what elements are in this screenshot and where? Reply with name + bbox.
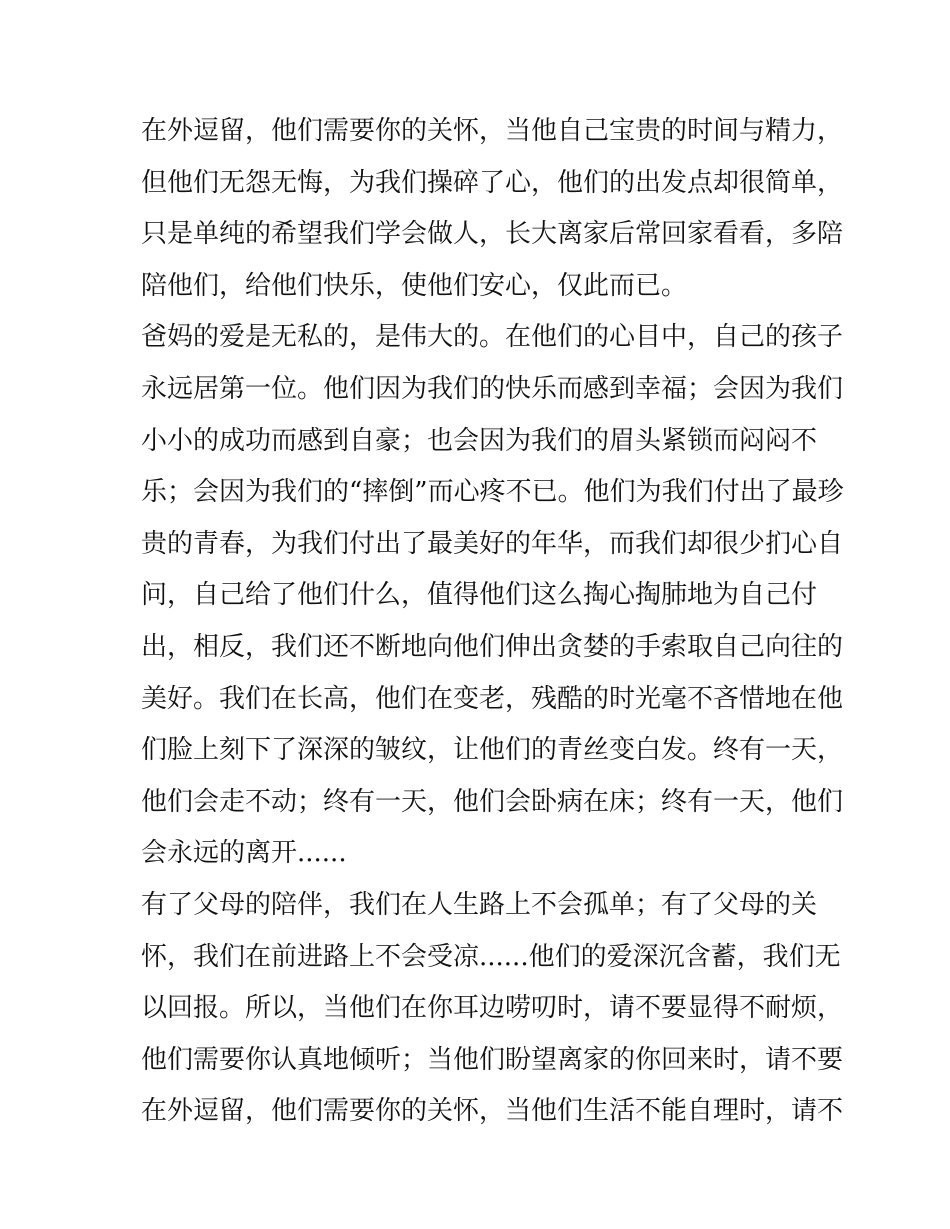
text-line: 贵的青春，为我们付出了最美好的年华，而我们却很少扪心自 [141,528,844,559]
text-line: 出，相反，我们还不断地向他们伸出贪婪的手索取自己向往的 [141,631,844,662]
text-line: 只是单纯的希望我们学会做人，长大离家后常回家看看，多陪 [141,219,844,250]
text-line: 问，自己给了他们什么，值得他们这么掏心掏肺地为自己付 [141,580,818,611]
text-line: 在外逗留，他们需要你的关怀，当他自己宝贵的时间与精力， [141,116,844,146]
text-line: 在外逗留，他们需要你的关怀，当他们生活不能自理时，请不 [141,1096,844,1127]
text-line: 怀，我们在前进路上不会受凉......他们的爱深沉含蓄，我们无 [141,941,841,972]
text-line: 小小的成功而感到自豪；也会因为我们的眉头紧锁而闷闷不 [141,425,818,456]
text-line: 以回报。所以，当他们在你耳边唠叨时，请不要显得不耐烦， [141,993,844,1024]
text-line: 们脸上刻下了深深的皱纹，让他们的青丝变白发。终有一天， [141,735,844,766]
text-line: 美好。我们在长高，他们在变老，残酷的时光毫不吝惜地在他 [141,683,844,714]
text-line: 爸妈的爱是无私的，是伟大的。在他们的心目中，自己的孩子 [141,322,844,353]
text-line: 他们需要你认真地倾听；当他们盼望离家的你回来时，请不要 [141,1044,844,1075]
text-line: 但他们无怨无悔，为我们操碎了心，他们的出发点却很简单， [141,167,844,198]
text-line: 他们会走不动；终有一天，他们会卧病在床；终有一天，他们 [141,786,844,817]
text-line: 乐；会因为我们的“摔倒”而心疼不已。他们为我们付出了最珍 [141,477,844,508]
text-line: 有了父母的陪伴，我们在人生路上不会孤单；有了父母的关 [141,889,818,920]
text-line: 会永远的离开...... [141,838,347,869]
text-line: 永远居第一位。他们因为我们的快乐而感到幸福；会因为我们 [141,373,844,404]
body-text [141,106,844,1138]
text-line: 陪他们，给他们快乐，使他们安心，仅此而已。 [141,270,688,301]
